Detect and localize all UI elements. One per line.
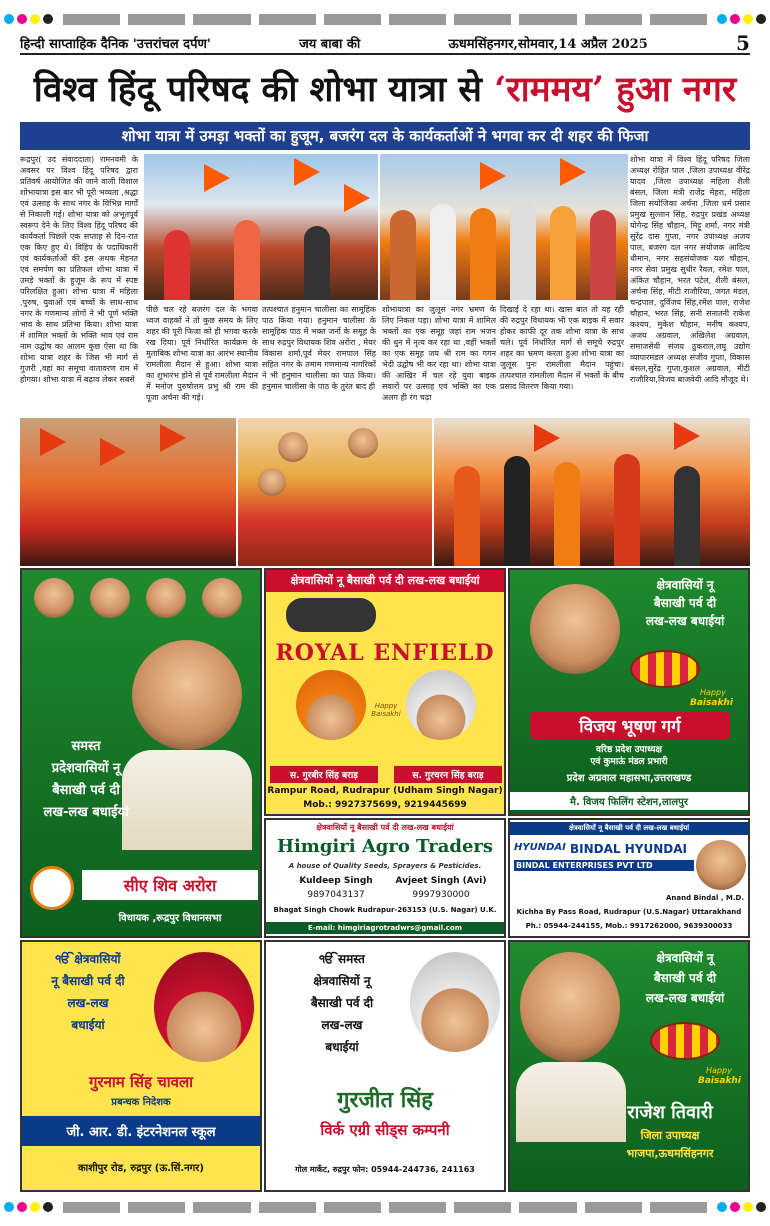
ad-royal-enfield bbox=[264, 568, 506, 816]
leader-photo-4 bbox=[202, 578, 242, 618]
rajesh-greeting: क्षेत्रवासियों नू बैसाखी पर्व दी लख-लख बधाईयां bbox=[645, 951, 725, 1005]
lotus-icon bbox=[30, 866, 74, 910]
article-column-4: शोभायात्रा का जुलूस नगर भ्रमण के लिए निकल पड़ा। शोभा यात्रा में शामिल भक्तों का एक समूह जहां राम भजन की धुन में नृत्य कर रहा था ,वहीं भक्तों का एक समूह जय श्री राम का गगन भेदी उद्घोष भी कर रहा था। शोभा यात्रा की आखिर में चल रहे युवा बाइक सवारों पर उत्साह एवं भक्ति का एक अलग ही रंग चढ़ा bbox=[382, 305, 496, 402]
gurjeet-address: गोल मार्केट, रुद्रपुर फोन: 05944-244736, 241163 bbox=[295, 1165, 475, 1174]
virk-company-name: विर्क एग्री सीड्स कम्पनी bbox=[320, 1121, 450, 1139]
gurnam-title: प्रबन्धक निदेशक bbox=[111, 1097, 171, 1108]
shiv-greeting: समस्त प्रदेशवासियों नू बैसाखी पर्व दी लख-लख बधाईयां bbox=[43, 739, 129, 820]
ad-shiv-arora bbox=[20, 568, 262, 938]
bottom-dots-right bbox=[713, 1202, 770, 1212]
dhol-drum-icon bbox=[630, 650, 700, 688]
bindal-greeting: क्षेत्रवासियों नू बैसाखी पर्व दी लख-लख बधाईयां bbox=[510, 822, 748, 835]
rajesh-org: भाजपा,ऊधमसिंहनगर bbox=[626, 1147, 714, 1160]
grey-bars bbox=[57, 14, 713, 25]
gurnam-address: काशीपुर रोड, रुद्रपुर (ऊ.सिं.नगर) bbox=[78, 1163, 204, 1174]
newspaper-name: हिन्दी साप्ताहिक दैनिक 'उत्तरांचल दर्पण' bbox=[20, 37, 211, 52]
gurcharan-portrait bbox=[406, 670, 476, 740]
himgiri-person-1: Kuldeep Singh bbox=[299, 876, 373, 886]
enfield-address: Rampur Road, Rudrapur (Udham Singh Nagar) bbox=[267, 786, 503, 796]
ad-vijay-garg bbox=[508, 568, 750, 816]
himgiri-person-2: Avjeet Singh (Avi) bbox=[395, 876, 487, 886]
gurbir-portrait bbox=[296, 670, 366, 740]
himgiri-email: E-mail: himgiriagrotradwrs@gmail.com bbox=[266, 922, 504, 934]
vijay-title-1: वरिष्ठ प्रदेश उपाध्यक्ष bbox=[595, 745, 663, 755]
devotees-crowd-photo bbox=[434, 418, 750, 566]
ad-himgiri-agro bbox=[264, 818, 506, 938]
color-dots-right bbox=[713, 14, 770, 24]
shiv-arora-portrait bbox=[132, 640, 242, 750]
article-column-5: दिखाई दे रहा था। खास बात तो यह रही की रुद्रपुर विधायक भी एक बाइक में सवार होकर काफी दूर तक शोभा यात्रा के साथ चले। पूर्व निर्धारित मार्ग से समूचे रुद्रपुर शहर का भ्रमण करता हुआ शोभा यात्रा का जुलूस पुनः रामलीला मैदान पहुंचा। तत्पश्चात रामलीला मैदान में भक्तों के बीच प्रसाद वितरण किया गया। bbox=[500, 305, 624, 391]
sub-headline: शोभा यात्रा में उमड़ा भक्तों का हुजूम, बजरंग दल के कार्यकर्ताओं ने भगवा कर दी शहर की फिजा bbox=[20, 122, 750, 150]
happy-baisakhi-small: Happy Baisakhi bbox=[371, 702, 401, 718]
himgiri-phone-1: 9897043137 bbox=[307, 890, 365, 900]
masthead bbox=[20, 33, 750, 55]
headline-highlight: ‘राममय’ bbox=[494, 69, 605, 110]
hyundai-logo: HYUNDAI bbox=[514, 842, 566, 853]
bottom-dots-left bbox=[0, 1202, 57, 1212]
headline-part2: हुआ नगर bbox=[616, 69, 737, 110]
bindal-md-name: Anand Bindal , M.D. bbox=[665, 894, 745, 902]
top-registration-strip bbox=[0, 8, 770, 30]
anand-bindal-portrait bbox=[696, 840, 746, 890]
gurjeet-name: गुरजीत सिंह bbox=[337, 1087, 433, 1113]
leader-photo-1 bbox=[34, 578, 74, 618]
rajesh-tiwari-portrait bbox=[520, 952, 620, 1062]
shiv-arora-name: सीए शिव अरोरा bbox=[82, 870, 258, 900]
article-column-1: रूद्रपुर( उद संवाददाता) रामनवमी के अवसर पर विश्व हिंदू परिषद द्वारा प्रतिवर्ष आयोजित की जाने वाली विशाल शोभायात्रा इस बार भी पूरी भव्यता ,श्रद्धा एवं उत्साह के साथ नगर के विभिन्न मार्गों से निकाली गई। शोभा यात्रा को अभूतपूर्व स्वरूप देने के लिए विश्व हिंदू परिषद की कार्यकर्ता पिछले एक सप्ताह से दिन-रात एक किए हुए थे। विहिप के पदाधिकारी एवं कार्यकर्ताओं की इस अथक मेहनत एवं समर्पण का प्रतिफल शोभा यात्रा में उमड़े भक्तों के हुजूम के रूप में स्पष्ट परिलक्षित हुआ। शोभा यात्रा में महिला ,पुरुष, युवाओं एवं बच्चों के साथ-साथ नगर के गणमान्य लोगों ने भी पूर्ण भक्ति भाव के साथ प्रतिभा किया। शोभा यात्रा में शामिल भक्तों के भक्ति भाव एवं राम नाम उद्घोष का आलम कुछ ऐसा था कि शोभा यात्रा शहर के जिस भी मार्ग से गुजरी ,वहां का समूचा वातावरण राम में होगया। शोभा यात्रा में बढ़ाव लेकर सबसे bbox=[20, 155, 138, 384]
masthead-tagline: जय बाबा की bbox=[299, 37, 361, 52]
shiv-arora-title: विधायक ,रूद्रपुर विधानसभा bbox=[118, 913, 222, 924]
gurjeet-greeting: ੴ समस्त क्षेत्रवासियों नू बैसाखी पर्व दी लख-लख बधाईयां bbox=[310, 952, 374, 1054]
vijay-baisakhi: Baisakhi bbox=[690, 698, 733, 708]
bottom-grey-bars bbox=[57, 1202, 713, 1213]
article-column-6: शोभा यात्रा में विश्व हिंदू परिषद जिला अध्यक्ष रोहित पाल ,जिला उपाध्यक्ष वीरेंद्र यादव ,जिला उपाध्यक्ष महिला शैली बंसल, जिला मंत्री राजेंद्र मेहरा, महिला जिला संयोजिका अर्चना ,जिला धर्म प्रसार प्रमुख सुल्तान सिंह, रुद्रपुर प्रखंड अध्यक्ष योगेन्द्र सिंह चौहान, मिट्टू शर्मा, नगर मंत्री सुरेंद्र दास गुप्ता, नगर उपाध्यक्ष अजय पाल, बजरंग दल नगर संयोजक आदित्य धीमान, नगर सहसंयोजक यश चौहान, नगर सेवा प्रमुख सुधीर रैवल, रमेश पाल, अंकित चौहान, भरत पटेल, शैली बंसल, अर्चना सिंह, मीटी राजौरिया, जगत मंडल, चन्द्रपाल, दुर्विजय सिंह,रमेश पाल, राजेश चौहान, भरत सिंह, सनी सनातनी राकेश कश्यप, मुकेश चौहान, मनीष कश्यप, अजय अग्रवाल, अखिलेश अग्रवाल, समाजसेवी संजय ठुकराल,लघु उद्योग व्यापारमंडल अध्यक्ष संजीव गुप्ता, विकास बंसल,सुरेंद्र गुप्ता,कुशल अग्रवाल, मीटी राजौरिया,विजय बाजवेयी आदि मौजूद थे। bbox=[630, 155, 750, 384]
himgiri-phone-2: 9997930000 bbox=[412, 890, 470, 900]
vijay-org: प्रदेश अग्रवाल महासभा,उत्तराखण्ड bbox=[566, 773, 692, 784]
rajesh-dhol-icon bbox=[650, 1022, 720, 1060]
page-number: 5 bbox=[736, 31, 750, 55]
bindal-dealer-name: BINDAL HYUNDAI bbox=[570, 842, 687, 856]
date-line: ऊधमसिंहनगर,सोमवार,14 अप्रैल 2025 bbox=[448, 37, 648, 52]
gurnam-name: गुरनाम सिंह चावला bbox=[89, 1073, 193, 1091]
color-dots-left bbox=[0, 14, 57, 24]
bottom-registration-strip bbox=[0, 1196, 770, 1218]
vijay-garg-name: विजय भूषण गर्ग bbox=[530, 712, 730, 739]
motorcycle-icon bbox=[286, 598, 376, 632]
enfield-greeting: क्षेत्रवासियों नू बैसाखी पर्व दी लख-लख बधाईयां bbox=[266, 570, 504, 592]
gurnam-portrait bbox=[154, 952, 254, 1062]
ad-gurjeet-singh bbox=[264, 940, 506, 1192]
headline-part1: विश्व हिंदू परिषद की शोभा यात्रा से bbox=[33, 69, 482, 110]
enfield-mobile: Mob.: 9927375699, 9219445699 bbox=[303, 800, 467, 810]
vijay-title-2: एवं कुमाऊं मंडल प्रभारी bbox=[590, 757, 668, 767]
gurcharan-name: स. गुरचरन सिंह बराड़ bbox=[394, 766, 502, 783]
gurjeet-portrait bbox=[410, 952, 500, 1052]
article-column-2: पीछे चल रहे बजरंग दल के भगवा ध्वज वाहकों ने तो कुछ समय के लिए शहर की पूरी फिजा को ही भगवा करके रख दिया। पूर्व निर्धारित कार्यक्रम के मुताबिक शोभा यात्रा का आरंभ स्थानीय रामलीला मैदान से हुआ। शोभा यात्रा का शुभारंभ होने से पूर्व रामलीला मैदान में मनोज पुरुषोत्तम प्रभु श्री राम की पूजा अर्चना की गई। bbox=[146, 305, 258, 402]
ram-tableau-photo bbox=[238, 418, 432, 566]
gurbir-name: स. गुरबीर सिंह बराड़ bbox=[270, 766, 378, 783]
ad-gurnam-chawla bbox=[20, 940, 262, 1192]
vijay-garg-portrait bbox=[530, 584, 620, 674]
ad-rajesh-tiwari bbox=[508, 940, 750, 1192]
gurnam-greeting: ੴ क्षेत्रवासियों नू बैसाखी पर्व दी लख-लख बधाईयां bbox=[51, 952, 125, 1032]
vijay-happy: Happy bbox=[700, 688, 726, 697]
procession-photo-group bbox=[380, 154, 628, 300]
grd-school-name: जी. आर. डी. इंटरनेशनल स्कूल bbox=[22, 1116, 260, 1146]
ad-bindal-hyundai bbox=[508, 818, 750, 938]
himgiri-tagline: A house of Quality Seeds, Sprayers & Pesticides. bbox=[288, 862, 482, 870]
royal-enfield-logo: ROYAL ENFIELD bbox=[275, 640, 495, 666]
vijay-greeting: क्षेत्रवासियों नू बैसाखी पर्व दी लख-लख बधाईयां bbox=[645, 578, 725, 628]
leader-photo-2 bbox=[90, 578, 130, 618]
leader-photo-3 bbox=[146, 578, 186, 618]
main-headline bbox=[20, 62, 750, 118]
bindal-phone: Ph.: 05944-244155, Mob.: 9917262000, 9639300033 bbox=[525, 922, 733, 930]
himgiri-address: Bhagat Singh Chowk Rudrapur-263153 (U.S. Nagar) U.K. bbox=[273, 906, 497, 914]
procession-photo-bikes bbox=[144, 154, 378, 300]
vijay-business: मै. विजय फिलिंग स्टेशन,लालपुर bbox=[510, 792, 748, 810]
saffron-flags-photo bbox=[20, 418, 236, 566]
himgiri-greeting: क्षेत्रवासियों नू बैसाखी पर्व दी लख-लख बधाईयां bbox=[316, 823, 454, 832]
rajesh-name: राजेश तिवारी bbox=[627, 1102, 713, 1123]
rajesh-title: जिला उपाध्यक्ष bbox=[640, 1129, 700, 1142]
himgiri-name: Himgiri Agro Traders bbox=[276, 836, 494, 857]
bindal-company: BINDAL ENTERPRISES PVT LTD bbox=[514, 860, 694, 871]
rajesh-baisakhi: Baisakhi bbox=[698, 1076, 741, 1086]
bindal-address: Kichha By Pass Road, Rudrapur (U.S.Nagar) Uttarakhand bbox=[516, 908, 742, 916]
article-column-3: तत्पश्चात हनुमान चालीसा का सामूहिक पाठ किया गया। हनुमान चालीसा के सामूहिक पाठ में भक्त जनों के समूह के साथ रुद्रपुर विधायक शिव अरोरा , मेयर विकास शर्मा,पूर्व मेयर रामपाल सिंह सहित नगर के तमाम गणमान्य नागरिकों ने भी हनुमान चालीसा का पाठ किया। हनुमान चालीसा के पाठ के तुरंत बाद ही bbox=[262, 305, 376, 391]
rajesh-happy: Happy bbox=[706, 1066, 732, 1075]
